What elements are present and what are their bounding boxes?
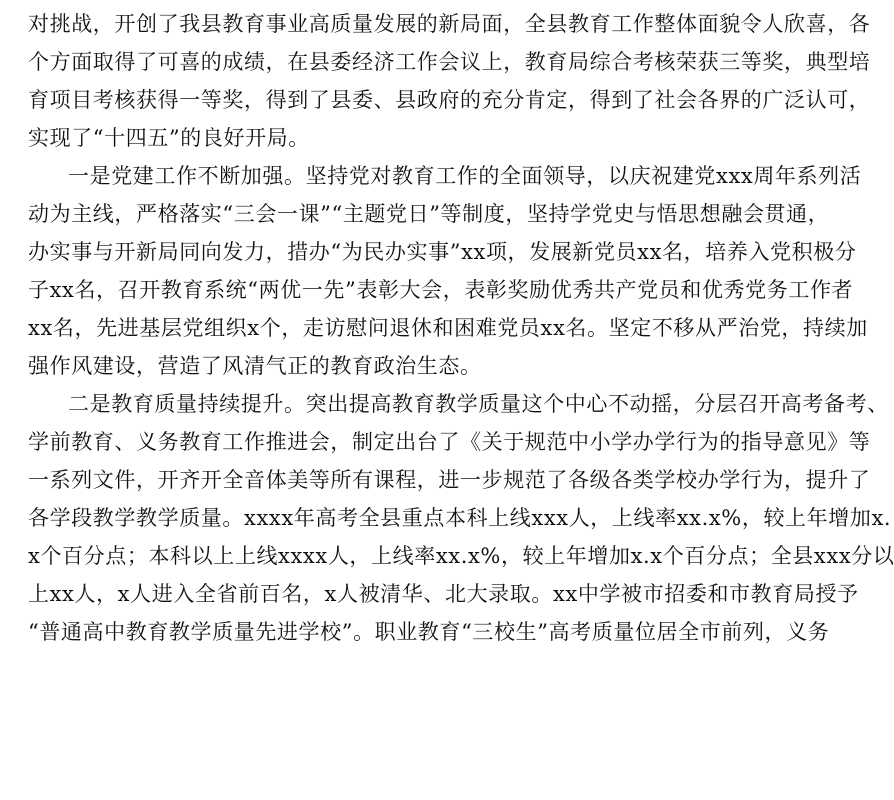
text-line: 实现了“十四五”的良好开局。 <box>28 126 310 150</box>
text-line: “普通高中教育教学质量先进学校”。职业教育“三校生”高考质量位居全市前列，义务 <box>28 620 830 644</box>
paragraph-start-line: 一是党建工作不断加强。坚持党对教育工作的全面领导，以庆祝建党xxx周年系列活 <box>68 164 862 188</box>
text-line: 学前教育、义务教育工作推进会，制定出台了《关于规范中小学办学行为的指导意见》等 <box>28 430 871 454</box>
text-line: 强作风建设，营造了风清气正的教育政治生态。 <box>28 354 482 378</box>
text-line: x个百分点；本科以上上线xxxx人，上线率xx.x%，较上年增加x.x个百分点；全县xxx分以 <box>28 544 894 568</box>
text-line: 育项目考核获得一等奖，得到了县委、县政府的充分肯定，得到了社会各界的广泛认可， <box>28 88 871 112</box>
text-line: 对挑战，开创了我县教育事业高质量发展的新局面，全县教育工作整体面貌令人欣喜，各 <box>28 12 871 36</box>
text-line: 各学段教学教学质量。xxxx年高考全县重点本科上线xxx人，上线率xx.x%，较上年增加x. <box>28 506 892 530</box>
text-line: xx名，先进基层党组织x个，走访慰问退休和困难党员xx名。坚定不移从严治党，持续加 <box>28 316 868 340</box>
text-line: 个方面取得了可喜的成绩，在县委经济工作会议上，教育局综合考核荣获三等奖，典型培 <box>28 50 871 74</box>
text-line: 办实事与开新局同向发力，措办“为民办实事”xx项，发展新党员xx名，培养入党积极分 <box>28 240 857 264</box>
text-line: 上xx人，x人进入全省前百名，x人被清华、北大录取。xx中学被市招委和市教育局授予 <box>28 582 859 606</box>
text-line: 子xx名，召开教育系统“两优一先”表彰大会，表彰奖励优秀共产党员和优秀党务工作者 <box>28 278 854 302</box>
text-line: 动为主线，严格落实“三会一课”“主题党日”等制度，坚持学党史与悟思想融会贯通， <box>28 202 830 226</box>
text-line: 一系列文件，开齐开全音体美等所有课程，进一步规范了各级各类学校办学行为，提升了 <box>28 468 871 492</box>
paragraph-start-line: 二是教育质量持续提升。突出提高教育教学质量这个中心不动摇，分层召开高考备考、 <box>68 392 889 416</box>
